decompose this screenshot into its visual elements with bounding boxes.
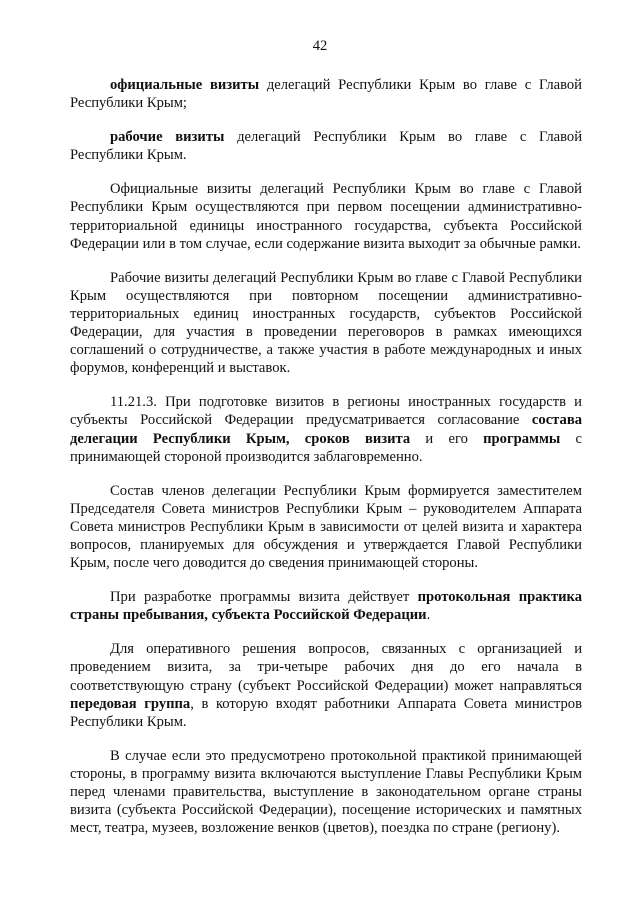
bold-text: программы [483, 430, 561, 447]
paragraph [70, 76, 582, 112]
bold-text: протокольная практика страны пребывания, субъекта Российской Федерации [70, 589, 583, 624]
bold-text: официальные визиты [110, 77, 260, 93]
paragraph [70, 180, 582, 252]
document-body [70, 76, 582, 853]
text-segment: с принимающей стороной производится заблаговременно. [70, 430, 583, 465]
text-segment: Для оперативного решения вопросов, связанных с организацией и проведением визита, за три-четыре рабочих дня до его начала в соответствующую страну (субъект Российской Федерации) может направляться [70, 641, 582, 694]
text-segment: делегаций Республики Крым во главе с Главой Республики Крым; [70, 77, 582, 112]
text-segment: и его [410, 430, 484, 447]
paragraph [70, 128, 582, 164]
text-segment: Рабочие визиты делегаций Республики Крым во главе с Главой Республики Крым осуществляются при повторном посещении административно-территориальных единиц иностранных государств, субъектов Российской Федерации, для участия в проведении переговоров в рамках имеющихся соглашений о сотрудничестве, а также участия в работе международных и иных форумов, конференций и выставок. [70, 269, 582, 377]
page-number: 42 [312, 38, 328, 54]
text-segment: В случае если это предусмотрено протокольной практикой принимающей стороны, в программу визита включаются выступление Главы Республики Крым перед членами правительства, выступление в законодательном органе страны визита (субъекта Российской Федерации), посещение исторических и памятных мест, театра, музеев, возложение венков (цветов), поездка по стране (региону). [70, 747, 582, 837]
bold-text: рабочие визиты [110, 129, 225, 146]
paragraph [70, 393, 582, 465]
paragraph [70, 640, 582, 730]
text-segment: 11.21.3. При подготовке визитов в регионы иностранных государств и субъекты Российской Федерации предусматривается согласование [70, 394, 582, 429]
text-segment: . [426, 607, 431, 624]
bold-text: передовая группа [70, 695, 191, 712]
bold-text: состава делегации Республики Крым, сроков визита [70, 412, 582, 447]
paragraph [70, 482, 582, 572]
text-segment: Состав членов делегации Республики Крым формируется заместителем Председателя Совета министров Республики Крым – руководителем Аппарата Совета министров Республики Крым в зависимости от целей визита и характера вопросов, планируемых для обсуждения и утверждается Главой Республики Крым, после чего доводится до сведения принимающей стороны. [70, 482, 582, 572]
paragraph [70, 588, 582, 624]
text-segment: Официальные визиты делегаций Республики Крым во главе с Главой Республики Крым осуществляются при первом посещении административно-территориальной единицы иностранного государства, субъекта Российской Федерации или в том случае, если содержание визита выходит за обычные рамки. [70, 181, 582, 252]
text-segment: , в которую входят работники Аппарата Совета министров Республики Крым. [70, 695, 582, 730]
text-segment: делегаций Республики Крым во главе с Главой Республики Крым. [70, 129, 582, 164]
text-segment: При разработке программы визита действует [110, 589, 418, 606]
paragraph [70, 269, 582, 378]
paragraph [70, 747, 582, 837]
